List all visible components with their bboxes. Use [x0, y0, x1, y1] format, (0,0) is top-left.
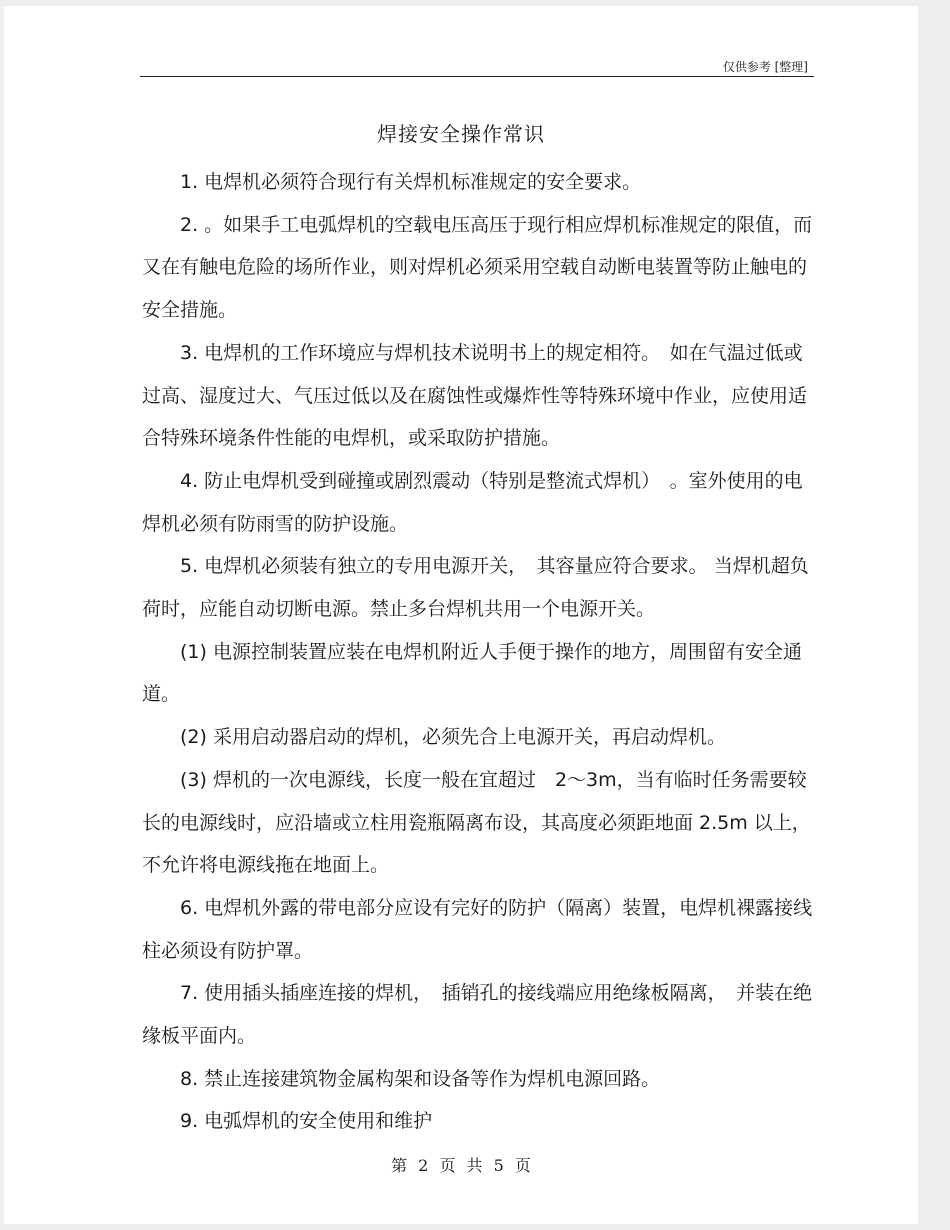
paragraph-5-1: (1) 电源控制装置应装在电焊机附近人手便于操作的地方，周围留有安全通道。 — [142, 640, 802, 706]
document-title: 焊接安全操作常识 — [377, 122, 545, 146]
paragraph-7: 7. 使用插头插座连接的焊机， 插销孔的接线端应用绝缘板隔离， 并装在绝缘板平面内。 — [142, 982, 813, 1048]
paragraph-8: 8. 禁止连接建筑物金属构架和设备等作为焊机电源回路。 — [180, 1067, 661, 1090]
paragraph-5-2: (2) 采用启动器启动的焊机，必须先合上电源开关，再启动焊机。 — [180, 726, 726, 749]
paragraph-2: 2. 。如果手工电弧焊机的空载电压高压于现行相应焊机标准规定的限值，而又在有触电危险的场所作业，则对焊机必须采用空载自动断电装置等防止触电的安全措施。 — [142, 213, 813, 322]
paragraph-9: 9. 电弧焊机的安全使用和维护 — [180, 1110, 433, 1133]
document-body — [142, 161, 814, 1143]
header-divider — [140, 76, 814, 77]
document-page — [4, 6, 918, 1224]
paragraph-6: 6. 电焊机外露的带电部分应设有完好的防护（隔离）装置，电焊机裸露接线柱必须设有防护罩。 — [142, 896, 813, 962]
paragraph-5-3: (3) 焊机的一次电源线，长度一般在宜超过 2～3m，当有临时任务需要较长的电源线时，应沿墙或立柱用瓷瓶隔离布设，其高度必须距地面 2.5m 以上，不允许将电源线拖在地面上。 — [142, 768, 811, 877]
header-note: 仅供参考 [整理] — [722, 60, 808, 74]
paragraph-5: 5. 电焊机必须装有独立的专用电源开关， 其容量应符合要求。 当焊机超负荷时，应能自动切断电源。禁止多台焊机共用一个电源开关。 — [142, 555, 809, 621]
paragraph-4: 4. 防止电焊机受到碰撞或剧烈震动（特别是整流式焊机） 。室外使用的电焊机必须有防雨雪的防护设施。 — [142, 469, 803, 535]
paragraph-3: 3. 电焊机的工作环境应与焊机技术说明书上的规定相符。 如在气温过低或过高、湿度过大、气压过低以及在腐蚀性或爆炸性等特殊环境中作业，应使用适合特殊环境条件性能的电焊机，或采取防护措施。 — [142, 341, 808, 450]
paragraph-1: 1. 电焊机必须符合现行有关焊机标准规定的安全要求。 — [180, 171, 642, 193]
page-number-footer: 第 2 页 共 5 页 — [391, 1156, 531, 1175]
